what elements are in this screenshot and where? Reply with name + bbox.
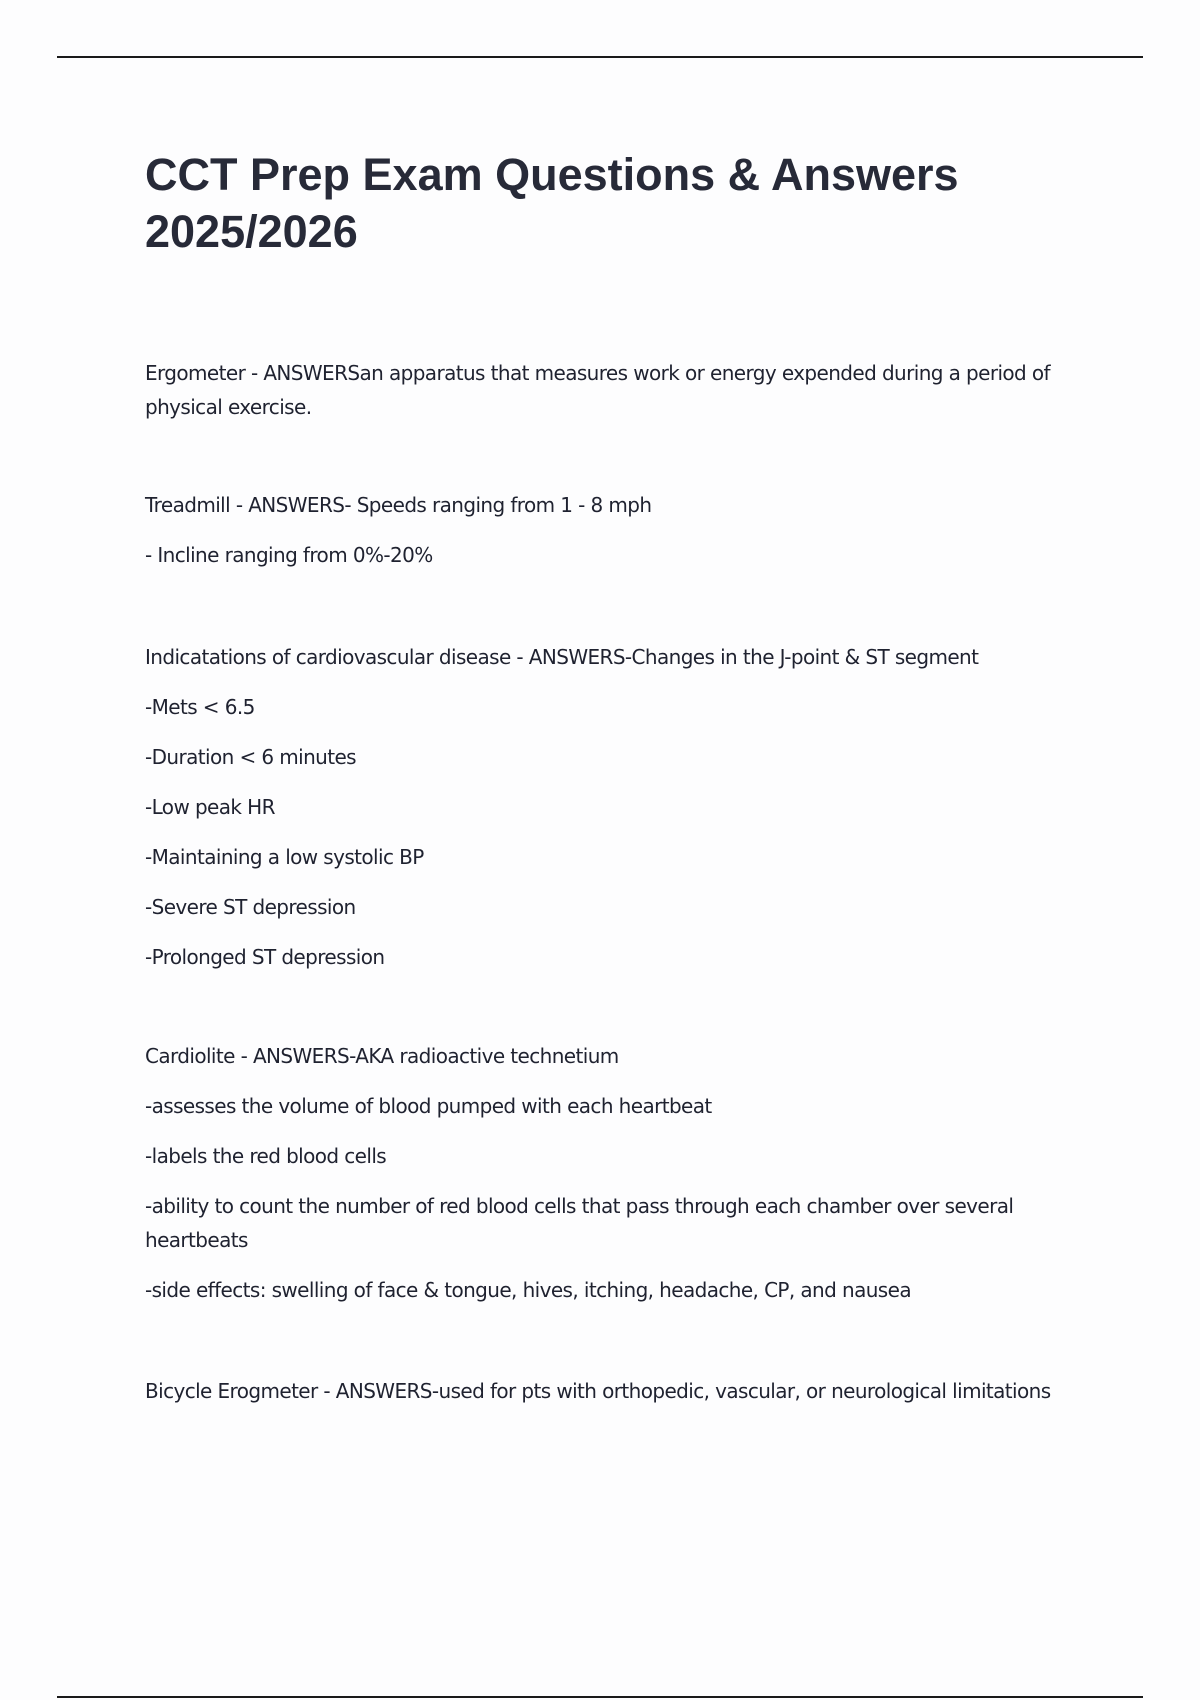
answer-line: -assesses the volume of blood pumped with each heartbeat: [145, 1094, 712, 1118]
answer-line: -Mets < 6.5: [145, 695, 255, 719]
answer-line: Indicatations of cardiovascular disease - ANSWERS-Changes in the J-point & ST segment: [145, 645, 979, 669]
bottom-rule: [57, 1696, 1143, 1698]
answer-line: -Duration < 6 minutes: [145, 745, 356, 769]
qa-item-cardiolite: [145, 1039, 1105, 1307]
answer-line: - Incline ranging from 0%-20%: [145, 543, 433, 567]
qa-item-treadmill: [145, 488, 1105, 572]
page-title: CCT Prep Exam Questions & Answers 2025/2026: [145, 149, 959, 257]
answer-line: -side effects: swelling of face & tongue, hives, itching, headache, CP, and nausea: [145, 1278, 911, 1302]
answer-line: Bicycle Erogmeter - ANSWERS-used for pts with orthopedic, vascular, or neurological limitations: [145, 1379, 1051, 1403]
answer-line: Treadmill - ANSWERS- Speeds ranging from 1 - 8 mph: [145, 493, 652, 517]
answer-line: Cardiolite - ANSWERS-AKA radioactive technetium: [145, 1044, 619, 1068]
answer-line: Ergometer - ANSWERSan apparatus that measures work or energy expended during a period of physical exercise.: [145, 361, 1050, 419]
answer-line: -Severe ST depression: [145, 895, 356, 919]
answer-line: -Maintaining a low systolic BP: [145, 845, 424, 869]
answer-line: -ability to count the number of red blood cells that pass through each chamber over several heartbeats: [145, 1194, 1014, 1252]
qa-item-ergometer: [145, 356, 1105, 424]
qa-item-bicycle-ergometer: [145, 1374, 1105, 1408]
answer-line: -labels the red blood cells: [145, 1144, 387, 1168]
qa-item-cardiovascular-disease: [145, 640, 1105, 974]
top-rule: [57, 56, 1143, 58]
answer-line: -Low peak HR: [145, 795, 275, 819]
answer-line: -Prolonged ST depression: [145, 945, 385, 969]
